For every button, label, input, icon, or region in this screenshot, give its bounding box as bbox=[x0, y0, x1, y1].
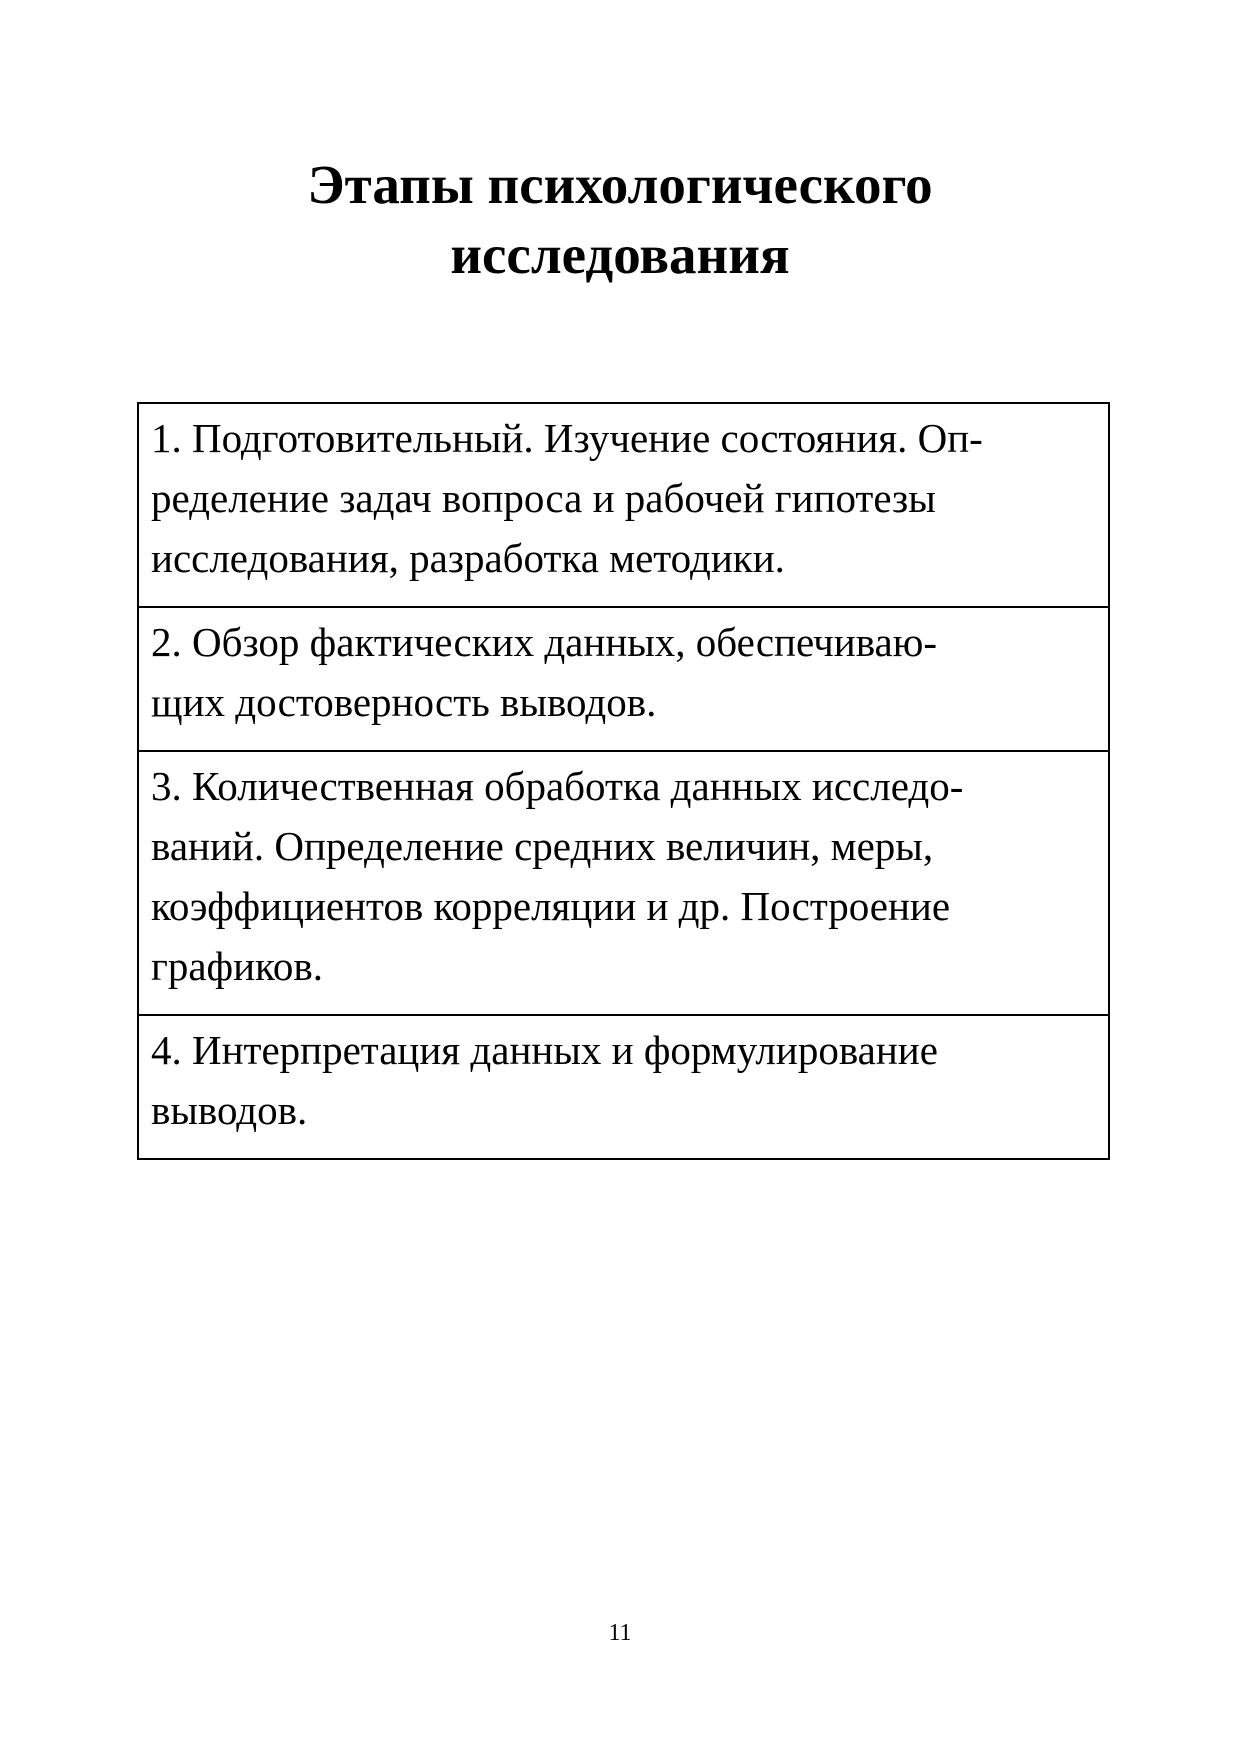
stage-2-cell bbox=[138, 607, 1109, 751]
page-title-line-2: исследования bbox=[450, 224, 790, 285]
page-title-line-1: Этапы психологического bbox=[307, 154, 933, 215]
stage-1-line-2: ределение задач вопроса и рабочей гипотезы bbox=[151, 475, 936, 521]
stage-3-line-4: графиков. bbox=[151, 943, 323, 989]
stages-table bbox=[137, 402, 1110, 1160]
stage-4-line-1: 4. Интерпретация данных и формулирование bbox=[151, 1027, 938, 1073]
stage-1-line-3: исследования, разработка методики. bbox=[151, 535, 785, 581]
stage-1-cell bbox=[138, 403, 1109, 607]
table-row bbox=[138, 751, 1109, 1015]
stage-3-line-3: коэффициентов корреляции и др. Построение bbox=[151, 883, 951, 929]
table-row bbox=[138, 403, 1109, 607]
stage-4-line-2: выводов. bbox=[151, 1087, 308, 1133]
stage-3-line-1: 3. Количественная обработка данных исследо- bbox=[151, 763, 964, 809]
page-title bbox=[240, 150, 1000, 290]
stage-3-line-2: ваний. Определение средних величин, меры, bbox=[151, 823, 934, 869]
page-number: 11 bbox=[608, 1620, 632, 1646]
table-row bbox=[138, 1015, 1109, 1159]
table-row bbox=[138, 607, 1109, 751]
stage-3-cell bbox=[138, 751, 1109, 1015]
stage-2-line-1: 2. Обзор фактических данных, обеспечиваю- bbox=[151, 619, 938, 665]
stage-4-cell bbox=[138, 1015, 1109, 1159]
stage-2-line-2: щих достоверность выводов. bbox=[151, 679, 657, 725]
stage-1-line-1: 1. Подготовительный. Изучение состояния. Оп- bbox=[151, 415, 983, 461]
